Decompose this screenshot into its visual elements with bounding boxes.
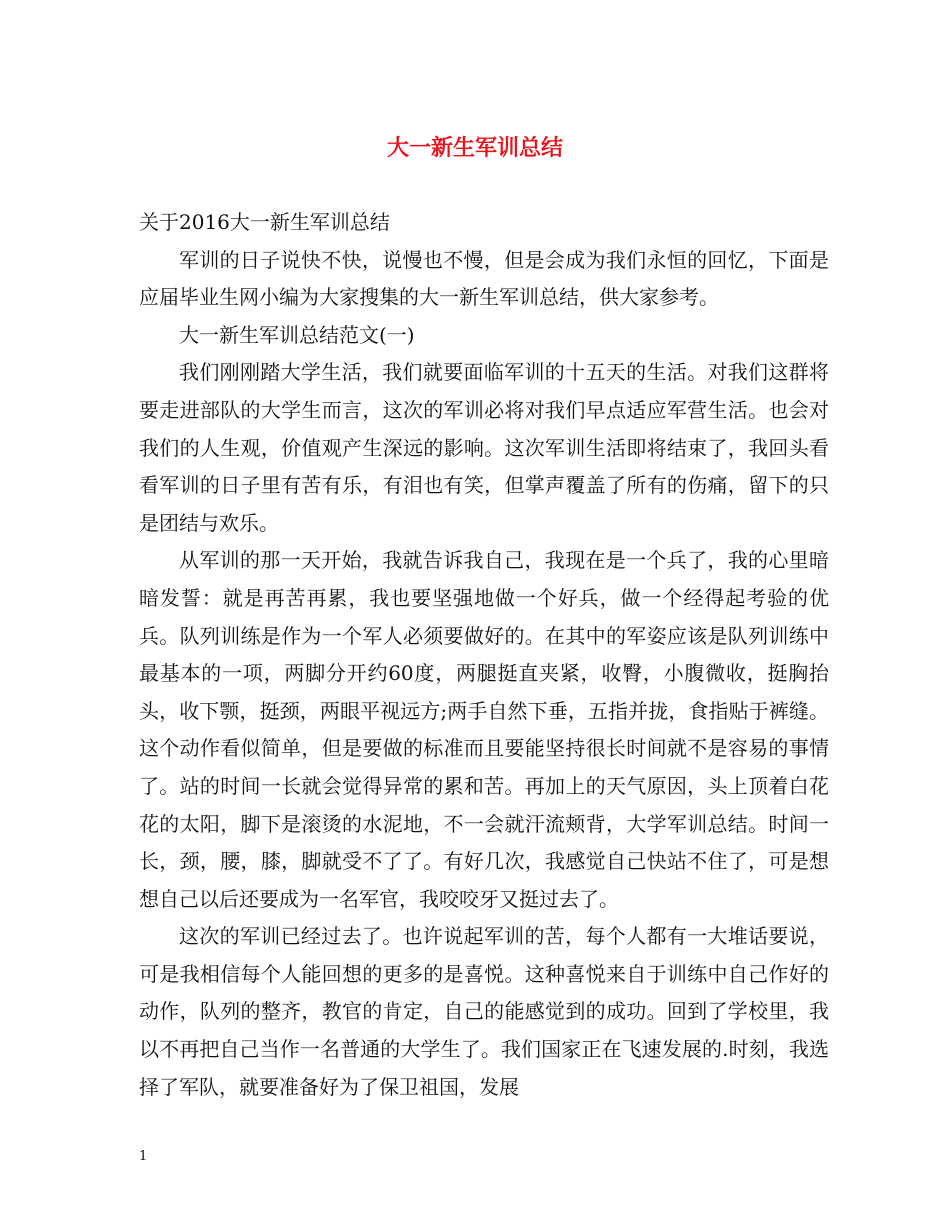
body-paragraph: 我们刚刚踏大学生活，我们就要面临军训的十五天的生活。对我们这群将要走进部队的大学生而言，这次的军训必将对我们早点适应军营生活。也会对我们的人生观，价值观产生深远的影响。这次军训生活即将结束了，我回头看看军训的日子里有苦有乐，有泪也有笑，但掌声覆盖了所有的伤痛，留下的只是团结与欢乐。 [139, 360, 829, 535]
subtitle-line: 关于2016大一新生军训总结 [139, 210, 390, 234]
body-paragraph: 从军训的那一天开始，我就告诉我自己，我现在是一个兵了，我的心里暗暗发誓：就是再苦再累，我也要坚强地做一个好兵，做一个经得起考验的优兵。队列训练是作为一个军人必须要做好的。在其中的军姿应该是队列训练中最基本的一项，两脚分开约60度，两腿挺直夹紧，收臀，小腹微收，挺胸抬头，收下颚，挺颈，两眼平视远方;两手自然下垂，五指并拢，食指贴于裤缝。这个动作看似简单，但是要做的标准而且要能坚持很长时间就不是容易的事情了。站的时间一长就会觉得异常的累和苦。再加上的天气原因，头上顶着白花花的太阳，脚下是滚烫的水泥地，不一会就汗流颊背，大学军训总结。时间一长，颈，腰，膝，脚就受不了了。有好几次，我感觉自己快站不住了，可是想想自己以后还要成为一名军官，我咬咬牙又挺过去了。 [139, 548, 829, 911]
body-paragraph: 这次的军训已经过去了。也许说起军训的苦，每个人都有一大堆话要说，可是我相信每个人能回想的更多的是喜悦。这种喜悦来自于训练中自己作好的动作，队列的整齐，教官的肯定，自己的能感觉到的成功。回到了学校里，我以不再把自己当作一名普通的大学生了。我们国家正在飞速发展的.时刻，我选择了军队，就要准备好为了保卫祖国，发展 [139, 924, 829, 1099]
page-number: 1 [139, 1149, 148, 1164]
intro-paragraph: 军训的日子说快不快，说慢也不慢，但是会成为我们永恒的回忆，下面是应届毕业生网小编为大家搜集的大一新生军训总结，供大家参考。 [139, 247, 829, 310]
document-title: 大一新生军训总结 [386, 135, 563, 161]
document-body [139, 204, 829, 1106]
section-heading: 大一新生军训总结范文(一) [179, 322, 415, 347]
